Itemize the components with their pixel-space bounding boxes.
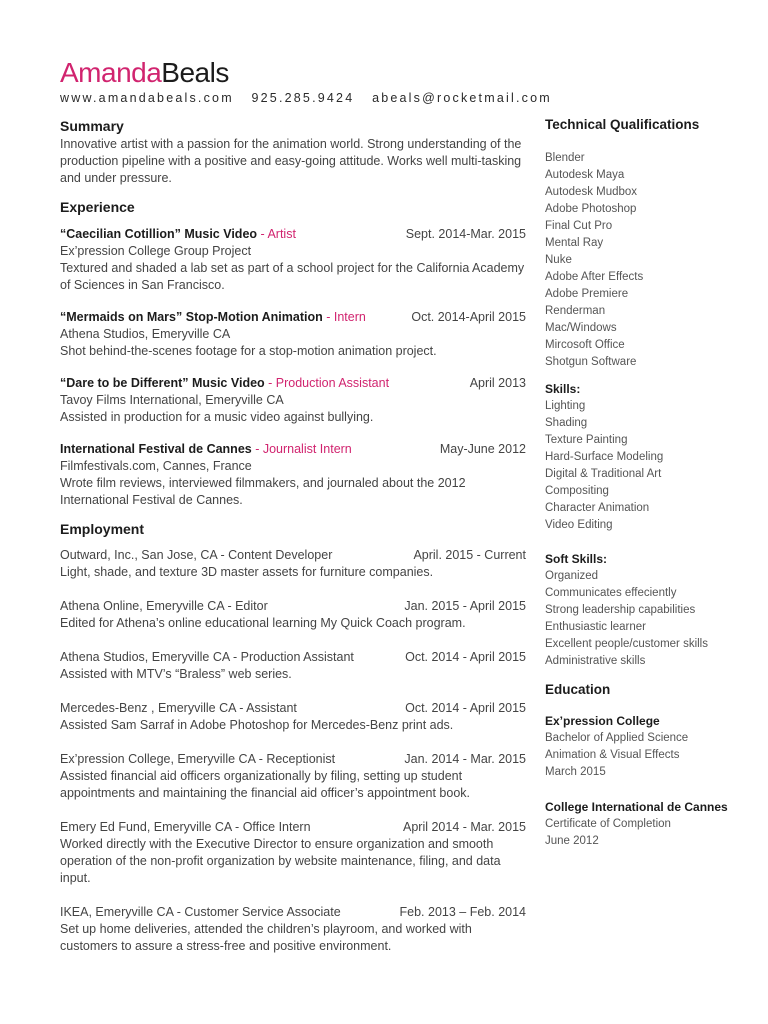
employment-title: Athena Studios, Emeryville CA - Production Assistant: [60, 650, 354, 664]
employment-title: Mercedes-Benz , Emeryville CA - Assistant: [60, 701, 297, 715]
experience-entry: [60, 225, 526, 294]
experience-role: Journalist Intern: [262, 442, 352, 456]
education-heading: Education: [545, 682, 611, 697]
experience-title-line: [60, 440, 352, 458]
soft-skills-list: [545, 568, 745, 670]
applicant-name: [60, 56, 229, 90]
experience-list: [60, 225, 526, 509]
technical-item: Adobe Photoshop: [545, 203, 637, 215]
employment-description: Light, shade, and texture 3D master assets for furniture companies.: [60, 565, 434, 579]
soft-skill-item: Organized: [545, 570, 599, 582]
employment-entry-header: [60, 700, 526, 717]
experience-date: May-June 2012: [439, 442, 526, 456]
technical-item: Renderman: [545, 305, 606, 317]
summary-heading: Summary: [60, 118, 124, 134]
employment-entry: [60, 751, 526, 802]
experience-role-separator: -: [322, 310, 334, 324]
experience-description: Textured and shaded a lab set as part of a school project for the California Academy of Sciences in San Francisco.: [60, 261, 525, 292]
last-name: Beals: [161, 57, 229, 88]
employment-date: Feb. 2013 – Feb. 2014: [399, 905, 526, 919]
employment-date: April. 2015 - Current: [413, 548, 526, 562]
skill-item: Digital & Traditional Art: [545, 468, 662, 480]
experience-entry: [60, 440, 526, 509]
contact-line: [60, 91, 564, 105]
skills-list: [545, 398, 745, 534]
employment-list: [60, 547, 526, 955]
experience-title: “Dare to be Different” Music Video: [60, 376, 265, 390]
employment-entry-header: [60, 819, 526, 836]
technical-item: Adobe Premiere: [545, 288, 629, 300]
school-name: Ex’pression College: [545, 714, 660, 728]
employment-entry: [60, 649, 526, 683]
technical-item: Mac/Windows: [545, 322, 617, 334]
soft-skill-item: Administrative skills: [545, 655, 646, 667]
education-list: [545, 713, 745, 850]
employment-date: Jan. 2014 - Mar. 2015: [404, 752, 526, 766]
experience-role-separator: -: [251, 442, 263, 456]
employment-entry-header: [60, 598, 526, 615]
summary-text: Innovative artist with a passion for the animation world. Strong understanding of the production pipeline with a positive and easy-going attitude. Works well multi-tasking and under pressure.: [60, 137, 522, 185]
employment-title: IKEA, Emeryville CA - Customer Service Associate: [60, 905, 341, 919]
experience-title: “Mermaids on Mars” Stop-Motion Animation: [60, 310, 323, 324]
employment-date: Oct. 2014 - April 2015: [405, 701, 526, 715]
employment-description: Worked directly with the Executive Director to ensure organization and smooth operation of the non-profit organization by website maintenance, filing, and data input.: [60, 837, 501, 885]
soft-skill-item: Excellent people/customer skills: [545, 638, 708, 650]
experience-entry-header: [60, 308, 526, 326]
employment-description: Edited for Athena’s online educational learning My Quick Coach program.: [60, 616, 466, 630]
employment-entry: [60, 819, 526, 887]
education-entry: [545, 713, 745, 781]
technical-heading: Technical Qualifications: [545, 117, 700, 132]
skill-item: Texture Painting: [545, 434, 628, 446]
website-link[interactable]: www.amandabeals.com: [60, 91, 234, 105]
experience-title: International Festival de Cannes: [60, 442, 252, 456]
experience-role-separator: -: [264, 376, 276, 390]
school-name: College International de Cannes: [545, 800, 728, 814]
technical-item: Autodesk Mudbox: [545, 186, 638, 198]
employment-date: Jan. 2015 - April 2015: [404, 599, 526, 613]
employment-description: Assisted with MTV’s “Braless” web series.: [60, 667, 292, 681]
skill-item: Hard-Surface Modeling: [545, 451, 664, 463]
experience-entry: [60, 308, 526, 360]
technical-list: [545, 150, 745, 371]
experience-date: April 2013: [469, 376, 526, 390]
employment-title: Athena Online, Emeryville CA - Editor: [60, 599, 268, 613]
technical-item: Autodesk Maya: [545, 169, 625, 181]
experience-role: Production Assistant: [275, 376, 390, 390]
employment-entry: [60, 904, 526, 955]
education-detail: Animation & Visual Effects: [545, 749, 680, 761]
employment-title: Emery Ed Fund, Emeryville CA - Office Intern: [60, 820, 311, 834]
experience-date: Oct. 2014-April 2015: [411, 310, 526, 324]
experience-org: Ex’pression College Group Project: [60, 244, 252, 258]
employment-entry-header: [60, 547, 526, 564]
experience-title-line: [60, 225, 296, 243]
soft-skill-item: Communicates effeciently: [545, 587, 677, 599]
soft-skills-heading: Soft Skills:: [545, 552, 608, 566]
first-name: Amanda: [60, 57, 162, 88]
experience-org: Athena Studios, Emeryville CA: [60, 327, 231, 341]
experience-role: Intern: [333, 310, 366, 324]
experience-description: Assisted in production for a music video against bullying.: [60, 410, 374, 424]
experience-date: Sept. 2014-Mar. 2015: [405, 227, 526, 241]
employment-description: Set up home deliveries, attended the children’s playroom, and worked with customers to assure a stress-free and positive environment.: [60, 922, 472, 953]
email-link[interactable]: abeals@rocketmail.com: [372, 91, 552, 105]
experience-entry-header: [60, 225, 526, 243]
skill-item: Video Editing: [545, 519, 613, 531]
employment-entry-header: [60, 904, 526, 921]
technical-item: Nuke: [545, 254, 572, 266]
employment-description: Assisted Sam Sarraf in Adobe Photoshop for Mercedes-Benz print ads.: [60, 718, 454, 732]
skills-heading: Skills:: [545, 382, 581, 396]
employment-entry: [60, 598, 526, 632]
employment-description: Assisted financial aid officers organizationally by filing, setting up student appointments and maintaining the financial aid officer’s appointment book.: [60, 769, 470, 800]
experience-title-line: [60, 308, 366, 326]
technical-item: Shotgun Software: [545, 356, 637, 368]
experience-description: Wrote film reviews, interviewed filmmakers, and journaled about the 2012 International Festival de Cannes.: [60, 476, 466, 507]
experience-entry-header: [60, 374, 526, 392]
experience-description: Shot behind-the-scenes footage for a stop-motion animation project.: [60, 344, 437, 358]
experience-org: Tavoy Films International, Emeryville CA: [60, 393, 284, 407]
experience-title-line: [60, 374, 389, 392]
experience-heading: Experience: [60, 199, 135, 215]
main-column: [60, 116, 526, 955]
soft-skill-item: Enthusiastic learner: [545, 621, 646, 633]
employment-entry: [60, 547, 526, 581]
skill-item: Compositing: [545, 485, 609, 497]
technical-item: Blender: [545, 152, 585, 164]
technical-item: Mircosoft Office: [545, 339, 625, 351]
technical-item: Mental Ray: [545, 237, 604, 249]
education-entry: [545, 799, 745, 850]
skill-item: Character Animation: [545, 502, 650, 514]
employment-title: Ex’pression College, Emeryville CA - Receptionist: [60, 752, 336, 766]
technical-item: Adobe After Effects: [545, 271, 644, 283]
skill-item: Shading: [545, 417, 588, 429]
employment-title: Outward, Inc., San Jose, CA - Content Developer: [60, 548, 333, 562]
soft-skill-item: Strong leadership capabilities: [545, 604, 696, 616]
employment-entry: [60, 700, 526, 734]
phone-number: 925.285.9424: [251, 91, 355, 105]
experience-org: Filmfestivals.com, Cannes, France: [60, 459, 252, 473]
employment-date: April 2014 - Mar. 2015: [403, 820, 526, 834]
education-detail: Bachelor of Applied Science: [545, 732, 689, 744]
education-detail: June 2012: [545, 835, 599, 847]
education-detail: Certificate of Completion: [545, 818, 671, 830]
technical-item: Final Cut Pro: [545, 220, 613, 232]
employment-entry-header: [60, 649, 526, 666]
skill-item: Lighting: [545, 400, 586, 412]
experience-title: “Caecilian Cotillion” Music Video: [60, 227, 258, 241]
experience-entry-header: [60, 440, 526, 458]
education-detail: March 2015: [545, 766, 606, 778]
experience-entry: [60, 374, 526, 426]
experience-role: Artist: [267, 227, 296, 241]
employment-heading: Employment: [60, 521, 145, 537]
employment-date: Oct. 2014 - April 2015: [405, 650, 526, 664]
employment-entry-header: [60, 751, 526, 768]
experience-role-separator: -: [257, 227, 268, 241]
sidebar-column: [545, 116, 745, 850]
